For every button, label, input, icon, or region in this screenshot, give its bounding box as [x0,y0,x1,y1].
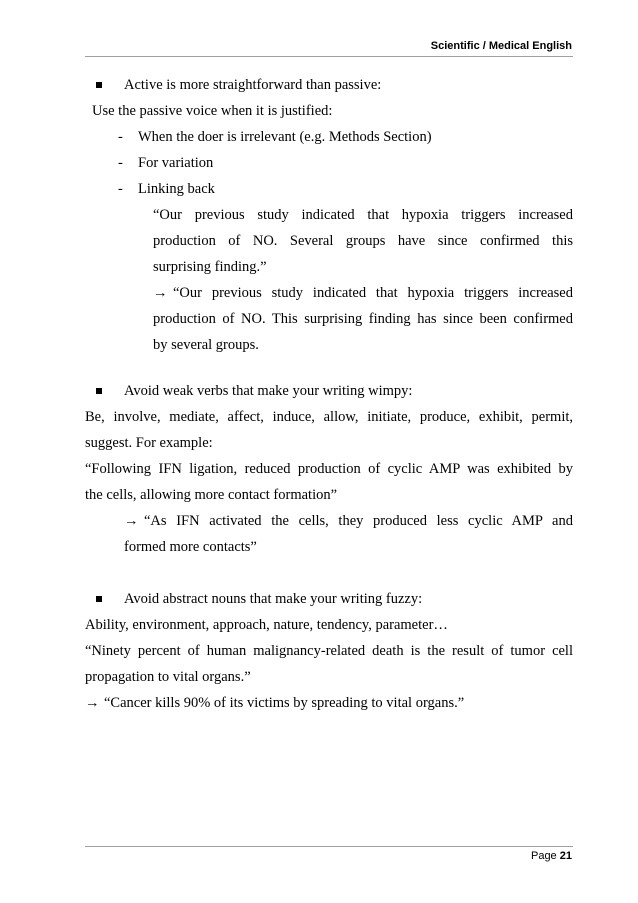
passive-intro: Use the passive voice when it is justified: [92,103,333,119]
square-bullet-icon [96,388,102,394]
verb-list-line: Be, involve, mediate, affect, induce, allow, initiate, produce, exhibit, permit, [85,409,573,425]
square-bullet-icon [96,596,102,602]
page-label: Page [530,850,557,862]
arrow-icon: → [85,695,100,711]
verb-list-line: suggest. For example: [85,435,213,451]
arrow-icon: → [124,513,139,529]
list-item: For variation [138,155,214,171]
dash-icon: - [118,155,123,171]
quote-line: production of NO. Several groups have since confirmed this [153,233,573,249]
dash-icon: - [118,129,123,145]
revised-line: formed more contacts” [124,539,257,555]
list-item: Linking back [138,181,215,197]
example-line: the cells, allowing more contact formation” [85,487,338,503]
example-line: “Ninety percent of human malignancy-related death is the result of tumor cell [85,643,573,659]
revised-line: “Our previous study indicated that hypoxia triggers increased [173,285,573,301]
bullet-abstract-nouns-heading: Avoid abstract nouns that make your writing fuzzy: [124,591,423,607]
revised-line: “Cancer kills 90% of its victims by spreading to vital organs.” [104,695,465,711]
bullet-active-heading: Active is more straightforward than passive: [124,77,382,93]
quote-line: “Our previous study indicated that hypoxia triggers increased [153,207,573,223]
revised-line: by several groups. [153,337,259,353]
page-footer [531,850,572,863]
quote-line: surprising finding.” [153,259,267,275]
square-bullet-icon [96,82,102,88]
page-number: 21 [559,850,572,862]
arrow-icon: → [153,285,168,301]
revised-line: “As IFN activated the cells, they produced less cyclic AMP and [144,513,573,529]
footer-divider [85,846,573,847]
revised-line: production of NO. This surprising finding has since been confirmed [153,311,573,327]
dash-icon: - [118,181,123,197]
example-line: “Following IFN ligation, reduced production of cyclic AMP was exhibited by [85,461,573,477]
header-divider [85,56,573,57]
example-line: propagation to vital organs.” [85,669,251,685]
noun-list-line: Ability, environment, approach, nature, tendency, parameter… [85,617,448,633]
list-item: When the doer is irrelevant (e.g. Methods Section) [138,129,432,145]
bullet-weak-verbs-heading: Avoid weak verbs that make your writing wimpy: [124,383,413,399]
running-header: Scientific / Medical English [430,40,572,52]
